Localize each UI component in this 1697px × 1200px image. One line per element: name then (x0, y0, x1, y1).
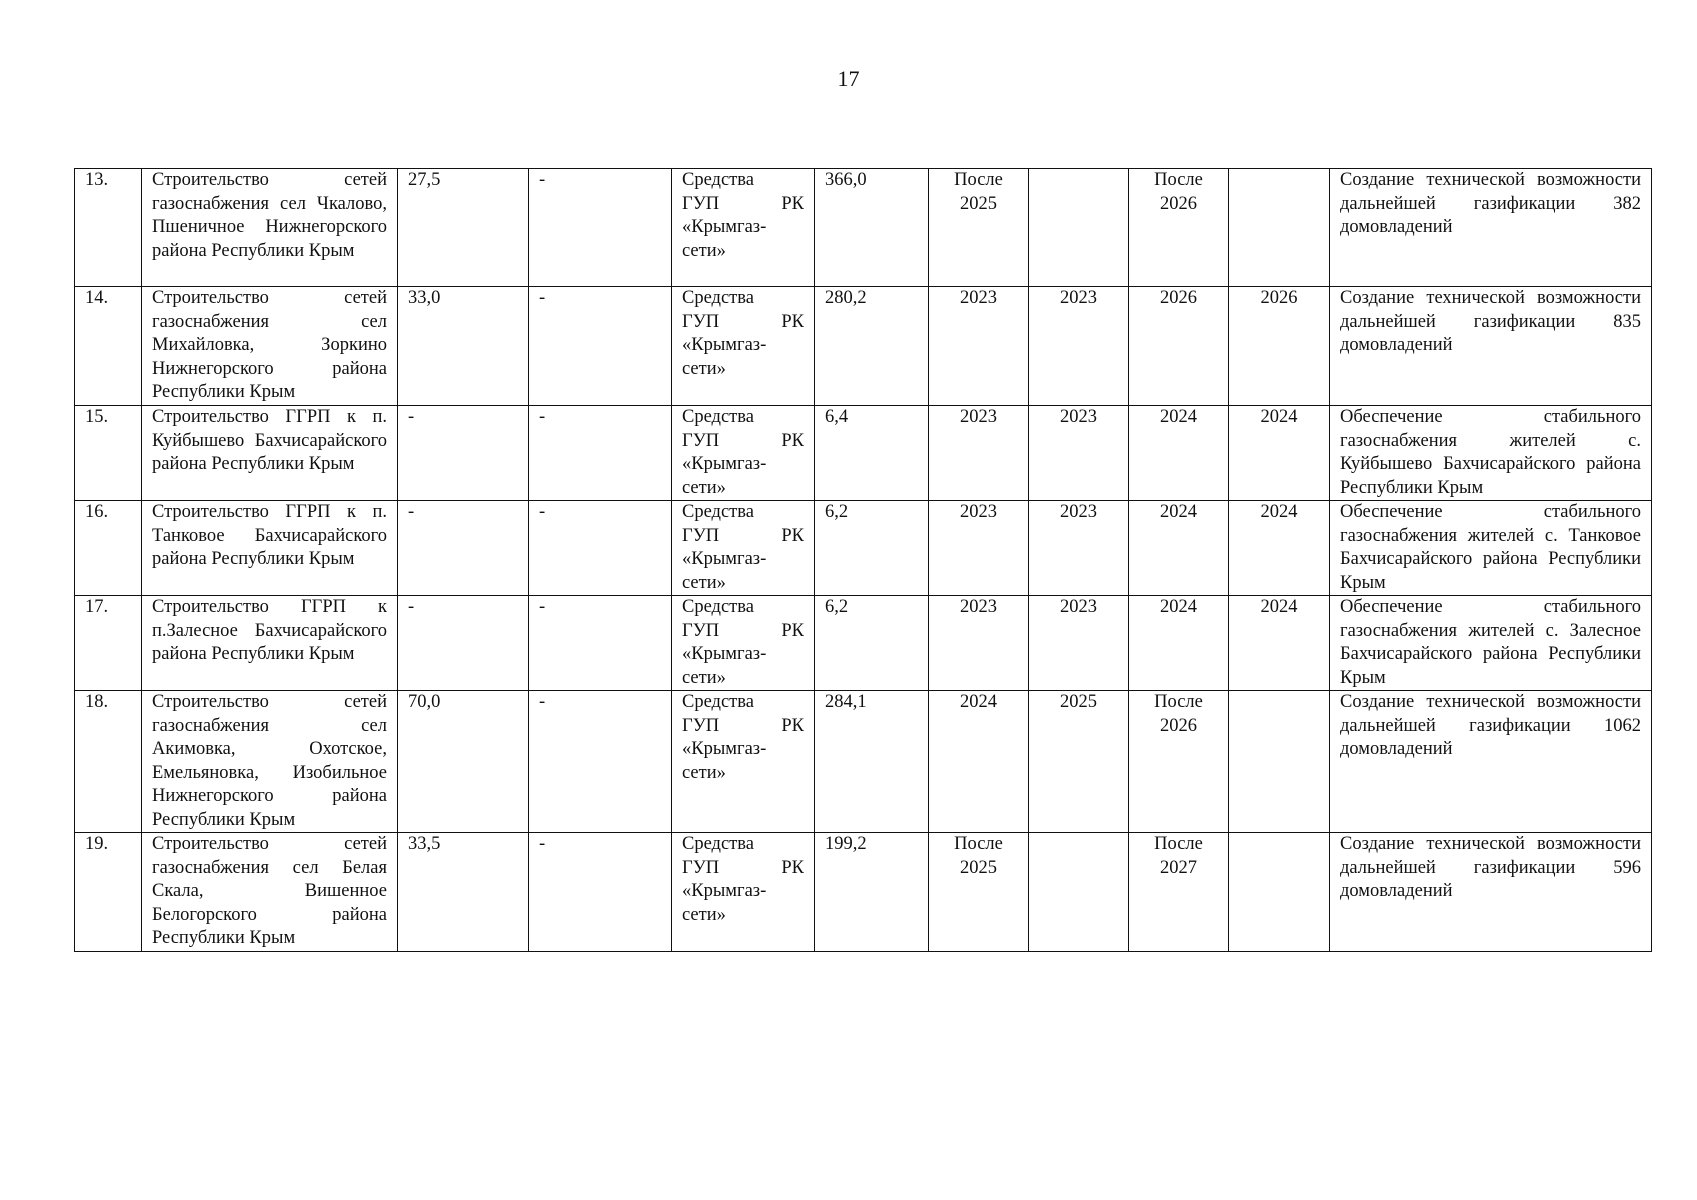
construction-start-cell: 2024 (1129, 406, 1229, 501)
length-cell: 33,0 (398, 287, 529, 406)
construction-start-cell: 2024 (1129, 501, 1229, 596)
design-start-cell: После 2025 (929, 833, 1029, 952)
object-name-cell: Строительство сетей газоснабжения сел Белая Скала, Вишенное Белогорского района Республики Крым (142, 833, 398, 952)
design-start-cell: После 2025 (929, 169, 1029, 287)
length-cell: - (398, 596, 529, 691)
row-number-cell: 13. (75, 169, 142, 287)
object-name-cell: Строительство ГГРП к п.Залесное Бахчисарайского района Республики Крым (142, 596, 398, 691)
funding-source-cell: Средства ГУП РК «Крымгаз- сети» (672, 169, 815, 287)
row-number-cell: 16. (75, 501, 142, 596)
cost-cell: 280,2 (815, 287, 929, 406)
construction-end-cell (1229, 691, 1330, 833)
cost-cell: 6,2 (815, 596, 929, 691)
table-row (75, 833, 1652, 952)
cost-cell: 366,0 (815, 169, 929, 287)
design-end-cell: 2023 (1029, 501, 1129, 596)
program-table (74, 168, 1652, 952)
table-row (75, 596, 1652, 691)
construction-end-cell: 2026 (1229, 287, 1330, 406)
object-name-cell: Строительство ГГРП к п. Куйбышево Бахчисарайского района Республики Крым (142, 406, 398, 501)
funding-source-cell: Средства ГУП РК «Крымгаз- сети» (672, 691, 815, 833)
object-name-cell: Строительство сетей газоснабжения сел Михайловка, Зоркино Нижнегорского района Республики Крым (142, 287, 398, 406)
object-name-cell: Строительство ГГРП к п. Танковое Бахчисарайского района Республики Крым (142, 501, 398, 596)
construction-start-cell: 2026 (1129, 287, 1229, 406)
table-row (75, 287, 1652, 406)
design-end-cell: 2023 (1029, 596, 1129, 691)
table-body (75, 169, 1652, 952)
construction-start-cell: 2024 (1129, 596, 1229, 691)
expected-result-cell: Обеспечение стабильного газоснабжения жителей с. Залесное Бахчисарайского района Республики Крым (1330, 596, 1652, 691)
capacity-cell: - (529, 287, 672, 406)
design-start-cell: 2024 (929, 691, 1029, 833)
construction-start-cell: После 2026 (1129, 691, 1229, 833)
design-end-cell: 2023 (1029, 287, 1129, 406)
construction-end-cell: 2024 (1229, 406, 1330, 501)
construction-end-cell (1229, 169, 1330, 287)
row-number-cell: 17. (75, 596, 142, 691)
design-end-cell: 2023 (1029, 406, 1129, 501)
funding-source-cell: Средства ГУП РК «Крымгаз- сети» (672, 596, 815, 691)
construction-end-cell (1229, 833, 1330, 952)
capacity-cell: - (529, 406, 672, 501)
funding-source-cell: Средства ГУП РК «Крымгаз- сети» (672, 501, 815, 596)
cost-cell: 284,1 (815, 691, 929, 833)
capacity-cell: - (529, 501, 672, 596)
row-number-cell: 19. (75, 833, 142, 952)
table-row (75, 406, 1652, 501)
cost-cell: 6,2 (815, 501, 929, 596)
table-row (75, 169, 1652, 287)
design-end-cell (1029, 833, 1129, 952)
row-number-cell: 14. (75, 287, 142, 406)
design-end-cell: 2025 (1029, 691, 1129, 833)
design-start-cell: 2023 (929, 596, 1029, 691)
length-cell: 70,0 (398, 691, 529, 833)
row-number-cell: 18. (75, 691, 142, 833)
capacity-cell: - (529, 691, 672, 833)
length-cell: 33,5 (398, 833, 529, 952)
expected-result-cell: Создание технической возможности дальнейшей газификации 596 домовладений (1330, 833, 1652, 952)
design-start-cell: 2023 (929, 501, 1029, 596)
cost-cell: 199,2 (815, 833, 929, 952)
cost-cell: 6,4 (815, 406, 929, 501)
length-cell: - (398, 501, 529, 596)
capacity-cell: - (529, 596, 672, 691)
expected-result-cell: Обеспечение стабильного газоснабжения жителей с. Куйбышево Бахчисарайского района Республики Крым (1330, 406, 1652, 501)
table-row (75, 691, 1652, 833)
capacity-cell: - (529, 169, 672, 287)
construction-end-cell: 2024 (1229, 596, 1330, 691)
construction-start-cell: После 2026 (1129, 169, 1229, 287)
expected-result-cell: Создание технической возможности дальнейшей газификации 382 домовладений (1330, 169, 1652, 287)
expected-result-cell: Обеспечение стабильного газоснабжения жителей с. Танковое Бахчисарайского района Республики Крым (1330, 501, 1652, 596)
design-end-cell (1029, 169, 1129, 287)
construction-start-cell: После 2027 (1129, 833, 1229, 952)
table-row (75, 501, 1652, 596)
object-name-cell: Строительство сетей газоснабжения сел Акимовка, Охотское, Емельяновка, Изобильное Нижнегорского района Республики Крым (142, 691, 398, 833)
funding-source-cell: Средства ГУП РК «Крымгаз- сети» (672, 287, 815, 406)
expected-result-cell: Создание технической возможности дальнейшей газификации 835 домовладений (1330, 287, 1652, 406)
design-start-cell: 2023 (929, 406, 1029, 501)
construction-end-cell: 2024 (1229, 501, 1330, 596)
funding-source-cell: Средства ГУП РК «Крымгаз- сети» (672, 833, 815, 952)
object-name-cell: Строительство сетей газоснабжения сел Чкалово, Пшеничное Нижнегорского района Республики Крым (142, 169, 398, 287)
row-number-cell: 15. (75, 406, 142, 501)
expected-result-cell: Создание технической возможности дальнейшей газификации 1062 домовладений (1330, 691, 1652, 833)
length-cell: 27,5 (398, 169, 529, 287)
design-start-cell: 2023 (929, 287, 1029, 406)
length-cell: - (398, 406, 529, 501)
page-number: 17 (837, 66, 860, 91)
funding-source-cell: Средства ГУП РК «Крымгаз- сети» (672, 406, 815, 501)
capacity-cell: - (529, 833, 672, 952)
